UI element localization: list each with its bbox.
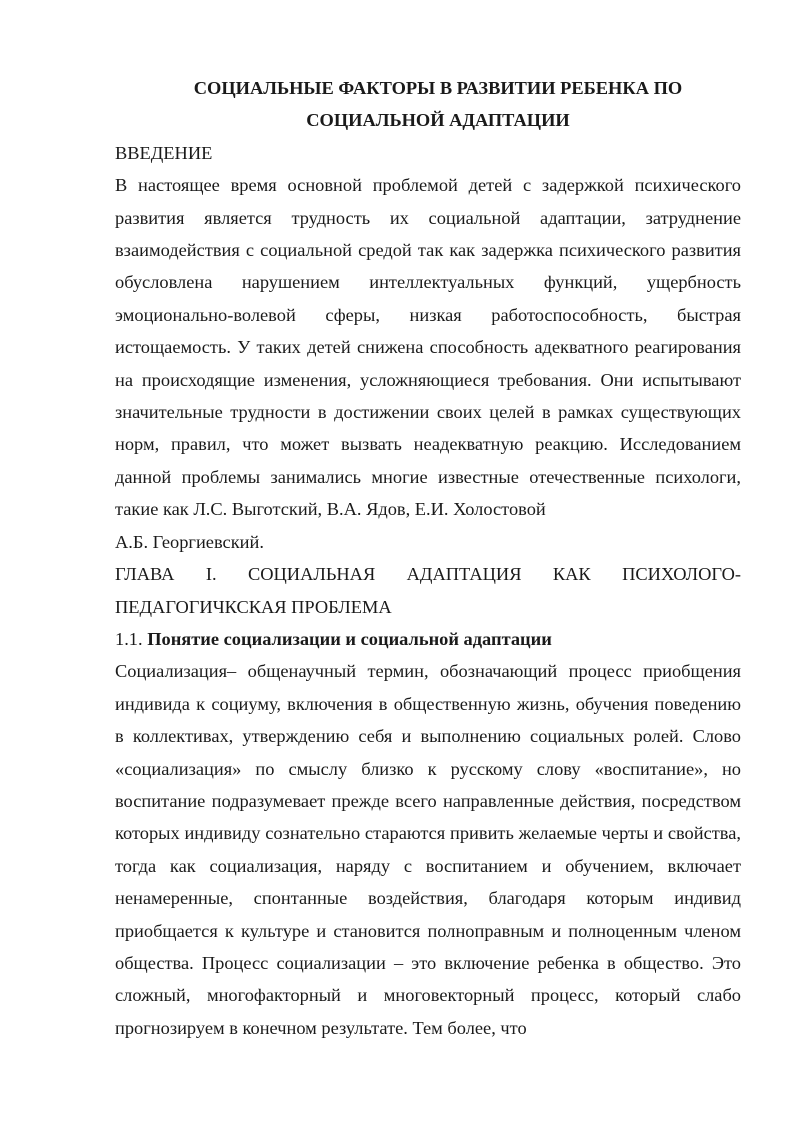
document-title-line-2: СОЦИАЛЬНОЙ АДАПТАЦИИ bbox=[306, 110, 570, 131]
section-paragraph: Социализация– общенаучный термин, обозначающий процесс приобщения индивида к социуму, включения в общественную жизнь, обучения поведению в коллективах, утверждению себя и выполнению социальных ролей. Слово «социализация» по смыслу близко к русскому слову «воспитание», но воспитание подразумевает прежде всего направленные действия, посредством которых индивиду сознательно стараются привить желаемые черты и свойства, тогда как социализация, наряду с воспитанием и обучением, включает ненамеренные, спонтанные воздействия, благодаря которым индивид приобщается к культуре и становится полноправным и полноценным членом общества. Процесс социализации – это включение ребенка в общество. Это сложный, многофакторный и многовекторный процесс, который слабо прогнозируем в конечном результате. Тем более, что bbox=[115, 661, 741, 1038]
section-number: 1.1. bbox=[115, 628, 143, 649]
document-title-line-1: СОЦИАЛЬНЫЕ ФАКТОРЫ В РАЗВИТИИ РЕБЕНКА ПО bbox=[193, 78, 683, 98]
section-heading bbox=[115, 623, 741, 655]
intro-heading: ВВЕДЕНИЕ bbox=[115, 142, 213, 163]
intro-paragraph: В настоящее время основной проблемой детей с задержкой психического развития является трудность их социальной адаптации, затруднение взаимодействия с социальной средой так как задержка психического развития обусловлена нарушением интеллектуальных функций, ущербность эмоционально-волевой сферы, низкая работоспособность, быстрая истощаемость. У таких детей снижена способность адекватного реагирования на происходящие изменения, усложняющиеся требования. Они испытывают значительные трудности в достижении своих целей в рамках существующих норм, правил, что может вызвать неадекватную реакцию. Исследованием данной проблемы занимались многие известные отечественные психологи, такие как Л.С. Выготский, В.А. Ядов, Е.И. Холостовой bbox=[115, 175, 741, 520]
section-title: Понятие социализации и социальной адаптации bbox=[147, 628, 552, 649]
chapter-heading: ГЛАВА I. СОЦИАЛЬНАЯ АДАПТАЦИЯ КАК ПСИХОЛОГО-ПЕДАГОГИЧКСКАЯ ПРОБЛЕМА bbox=[115, 564, 741, 617]
intro-author: А.Б. Георгиевский. bbox=[115, 531, 264, 552]
document-page bbox=[115, 72, 741, 1044]
